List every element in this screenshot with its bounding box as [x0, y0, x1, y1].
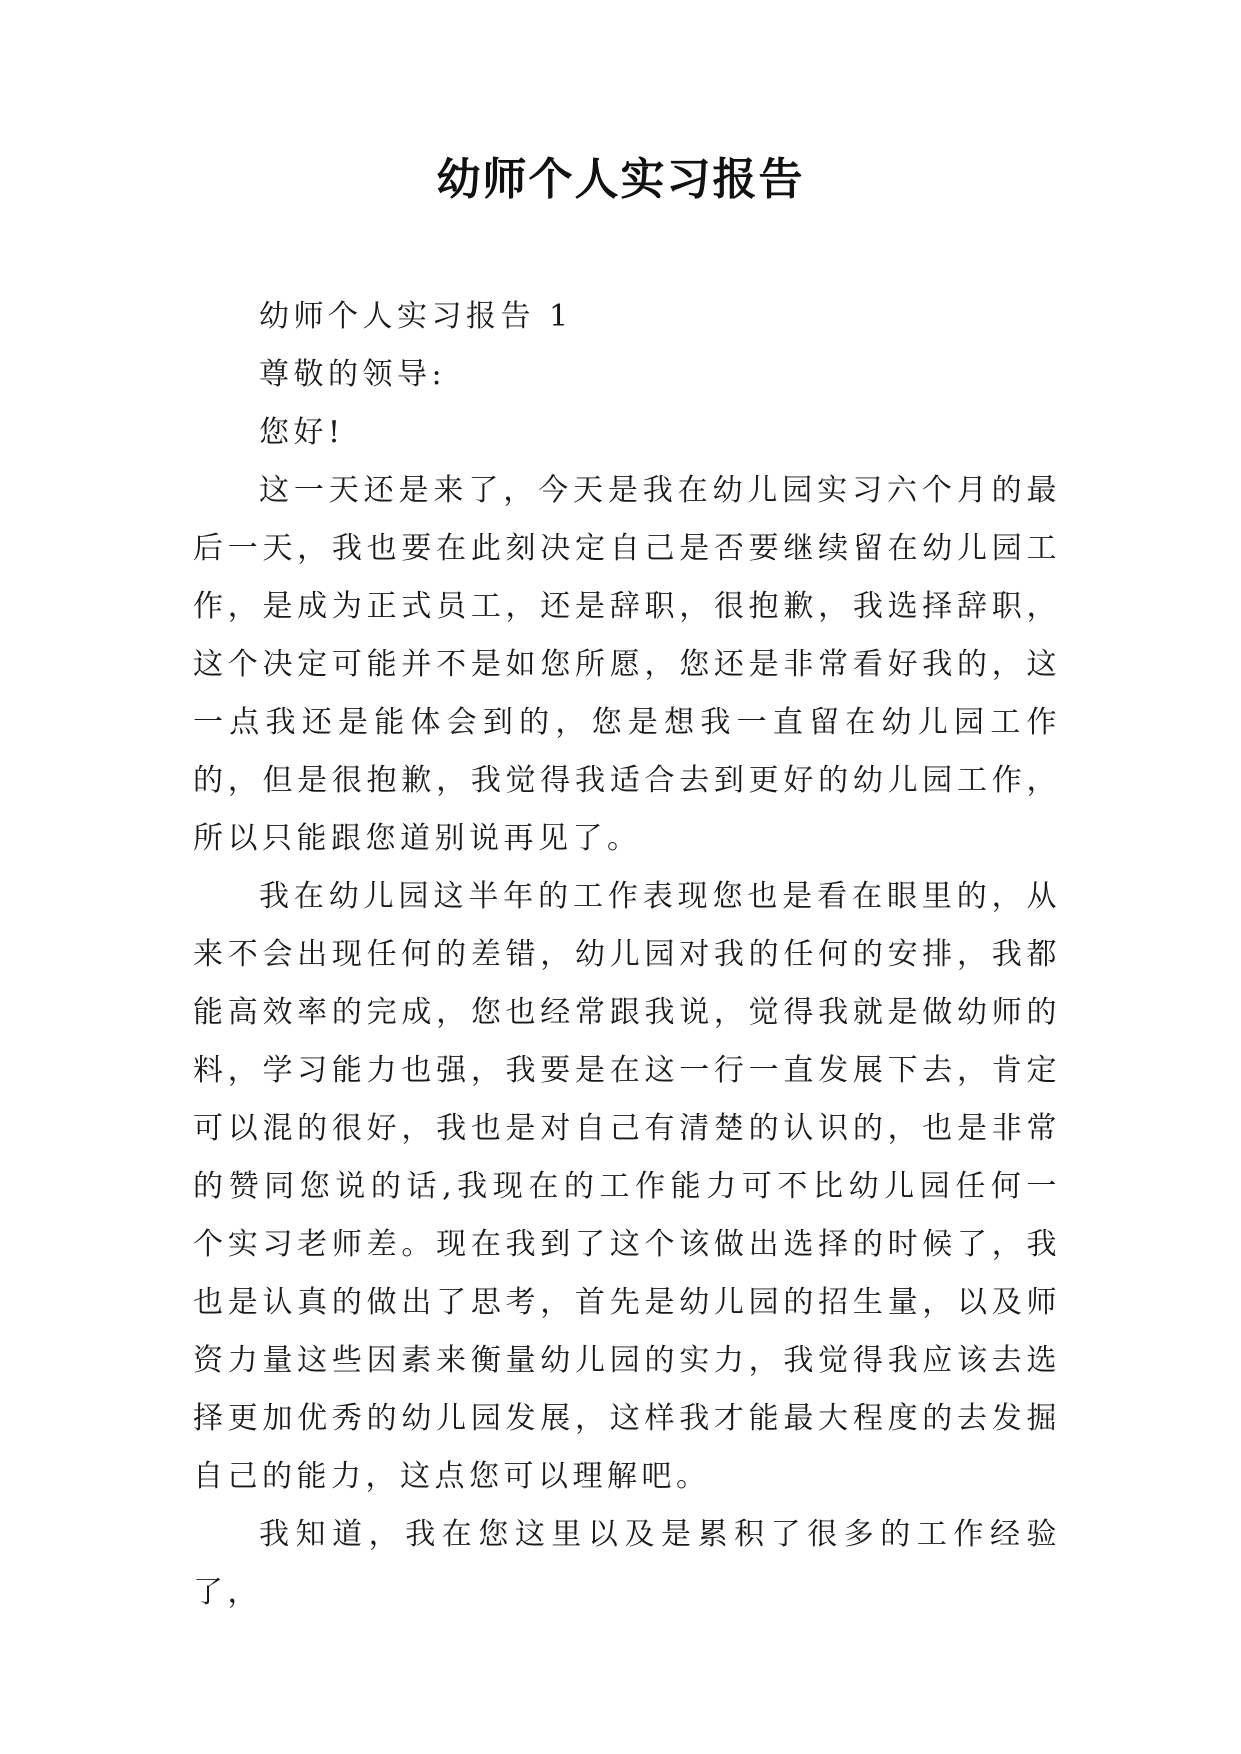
body-paragraph: 这一天还是来了，今天是我在幼儿园实习六个月的最后一天，我也要在此刻决定自己是否要继续留在幼儿园工作，是成为正式员工，还是辞职，很抱歉，我选择辞职，这个决定可能并不是如您所愿，您还是非常看好我的，这一点我还是能体会到的，您是想我一直留在幼儿园工作的，但是很抱歉，我觉得我适合去到更好的幼儿园工作，所以只能跟您道别说再见了。 — [193, 473, 1061, 856]
report-subtitle: 幼师个人实习报告 1 — [259, 299, 573, 334]
greeting: 您好! — [259, 415, 345, 450]
body-paragraph: 我知道，我在您这里以及是累积了很多的工作经验了， — [193, 1517, 1061, 1610]
document-title: 幼师个人实习报告 — [436, 154, 805, 205]
document-body — [193, 288, 1061, 1622]
body-paragraph: 我在幼儿园这半年的工作表现您也是看在眼里的，从来不会出现任何的差错，幼儿园对我的任何的安排，我都能高效率的完成，您也经常跟我说，觉得我就是做幼师的料，学习能力也强，我要是在这一行一直发展下去，肯定可以混的很好，我也是对自己有清楚的认识的，也是非常的赞同您说的话,我现在的工作能力可不比幼儿园任何一个实习老师差。现在我到了这个该做出选择的时候了，我也是认真的做出了思考，首先是幼儿园的招生量，以及师资力量这些因素来衡量幼儿园的实力，我觉得我应该去选择更加优秀的幼儿园发展，这样我才能最大程度的去发掘自己的能力，这点您可以理解吧。 — [193, 879, 1061, 1494]
salutation: 尊敬的领导: — [259, 357, 447, 392]
